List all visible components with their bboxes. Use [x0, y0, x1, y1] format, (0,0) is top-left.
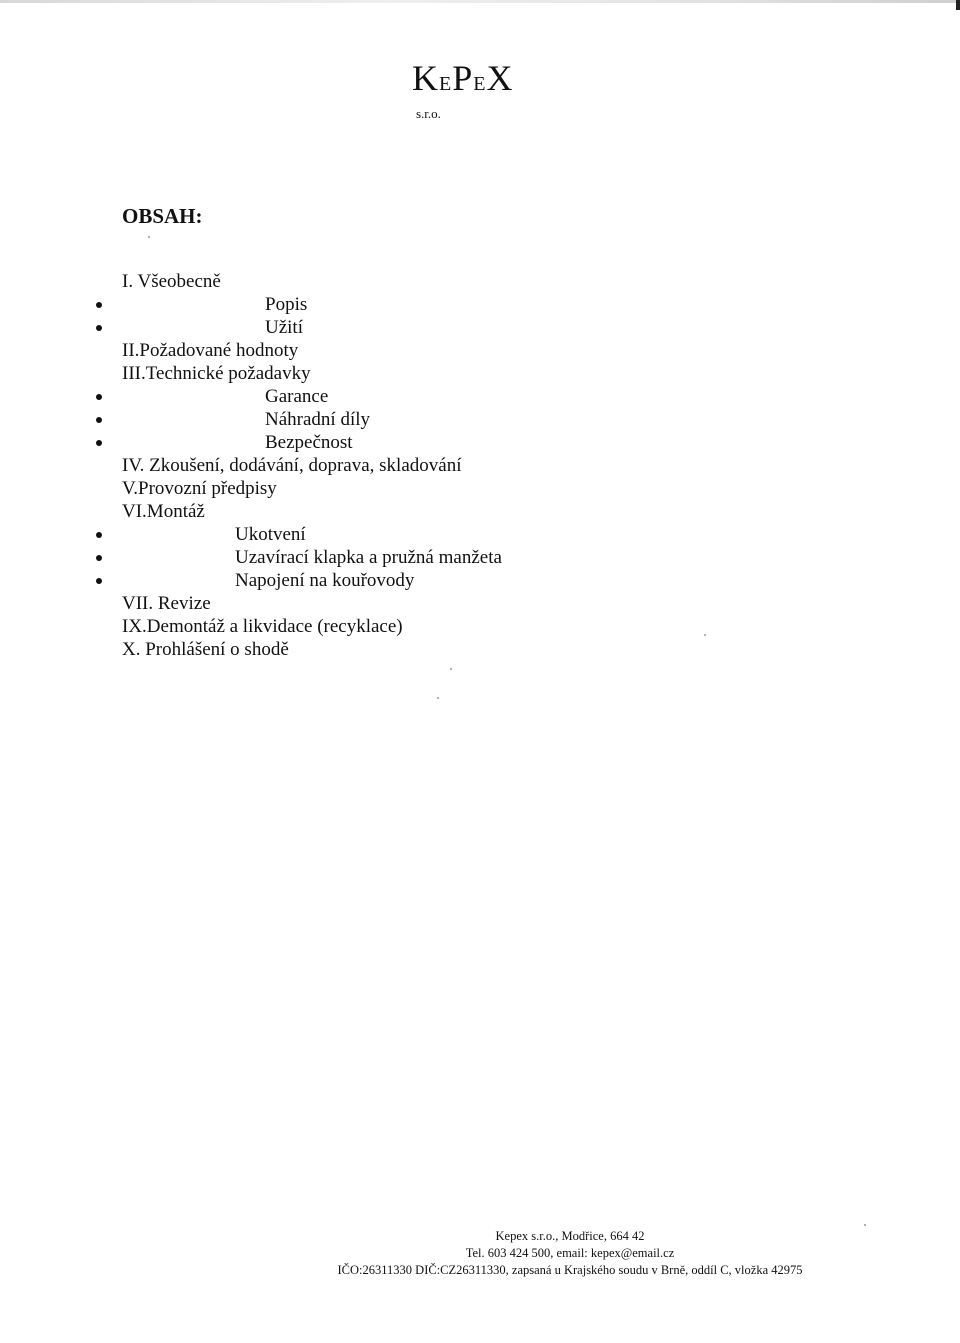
toc-section: III.Technické požadavky	[122, 363, 311, 384]
toc-section: II.Požadované hodnoty	[122, 340, 299, 361]
toc-subitem: Náhradní díly	[122, 408, 502, 431]
scan-speck	[704, 634, 706, 636]
logo-subtitle: s.r.o.	[416, 106, 441, 121]
company-footer	[300, 1228, 840, 1279]
toc-subitem: Bezpečnost	[122, 431, 502, 454]
toc-subitem: Popis	[122, 293, 502, 316]
toc-section: IX.Demontáž a likvidace (recyklace)	[122, 616, 403, 637]
toc-section: VII. Revize	[122, 593, 211, 614]
logo-letter: P	[452, 58, 474, 98]
toc-subitem: Užití	[122, 316, 502, 339]
toc-section: V.Provozní předpisy	[122, 478, 277, 499]
logo-letter: K	[412, 58, 439, 98]
toc-subitem: Napojení na kouřovody	[122, 569, 502, 592]
logo-letter: X	[486, 58, 514, 98]
company-logo	[412, 58, 562, 122]
toc-section: X. Prohlášení o shodě	[122, 639, 289, 660]
logo-letter: E	[439, 73, 453, 95]
scan-speck	[148, 236, 150, 238]
footer-address: Kepex s.r.o., Modřice, 664 42	[495, 1229, 645, 1243]
scan-corner-mark	[956, 0, 960, 10]
footer-contact: Tel. 603 424 500, email: kepex@email.cz	[465, 1246, 675, 1260]
scan-edge	[0, 0, 960, 3]
logo-wordmark	[412, 58, 562, 104]
logo-letter: E	[473, 73, 487, 95]
toc-subitem: Garance	[122, 385, 502, 408]
footer-registration: IČO:26311330 DIČ:CZ26311330, zapsaná u Krajského soudu v Brně, oddíl C, vložka 42975	[337, 1263, 803, 1277]
table-of-contents	[122, 270, 502, 661]
toc-subitem: Uzavírací klapka a pružná manžeta	[122, 546, 502, 569]
toc-section: I. Všeobecně	[122, 271, 221, 292]
toc-section: IV. Zkoušení, dodávání, doprava, skladování	[122, 455, 462, 476]
scan-speck	[437, 697, 439, 699]
toc-section: VI.Montáž	[122, 501, 205, 522]
contents-heading: OBSAH:	[122, 204, 203, 228]
scan-speck	[864, 1224, 866, 1226]
toc-subitem: Ukotvení	[122, 523, 502, 546]
scan-speck	[450, 668, 452, 670]
